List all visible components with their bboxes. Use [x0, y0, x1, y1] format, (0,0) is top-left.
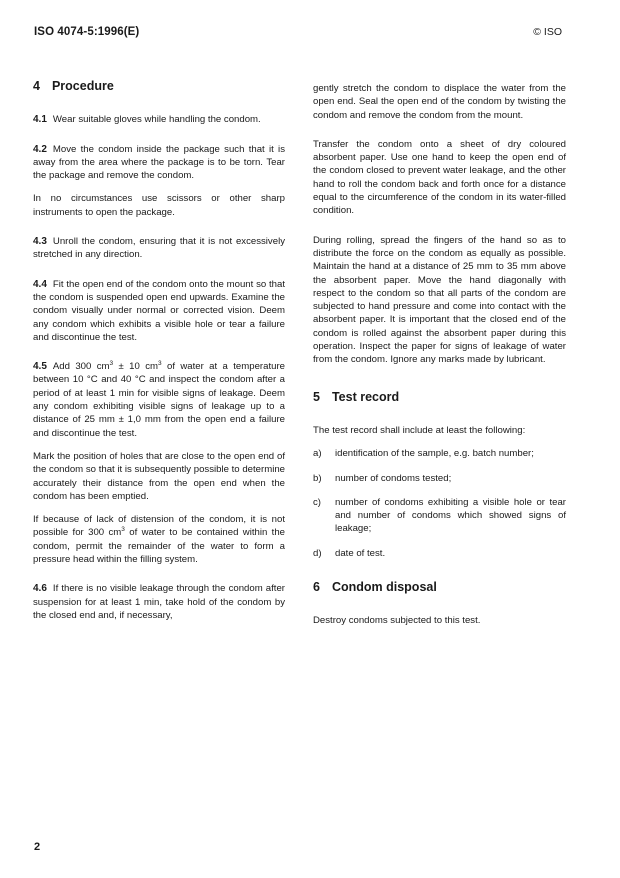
left-column [33, 80, 285, 632]
disposal-text: Destroy condoms subjected to this test. [313, 615, 481, 627]
clause-4-1: 4.1 Wear suitable gloves while handling the condom. [33, 114, 261, 126]
clause-4-6-rolling: During rolling, spread the fingers of the hand so as to distribute the force on the condom as equally as possible. Maintain the hand at a distance of 25 mm to 35 mm above the absorbent paper. Move the hand diagonally with respect to the condom so that all parts of the condom are subjected to hand pressure and come into contact with the absorbent paper. It is important that the closed end of the condom is rolled against the absorbent paper during this operation. Inspect the paper for signs of leakage of water from the condom. Ignore any marks made by lubricant. [313, 234, 566, 366]
clause-4-6-transfer: Transfer the condom onto a sheet of dry coloured absorbent paper. Use one hand to keep the open end of the condom closed to prevent water leakage, and the other hand to roll the condom back and forth once for a distance equal to the circumference of the condom in its water-filled condition. [313, 138, 566, 217]
section-heading-test-record: 5 Test record [313, 389, 400, 404]
section-heading-procedure: 4 Procedure [33, 79, 114, 93]
clause-4-6: 4.6 If there is no visible leakage through the condom after suspension for at least 1 min, take hold of the condom by the closed end and, if necessary, [33, 583, 285, 621]
clause-4-4: 4.4 Fit the open end of the condom onto the mount so that the condom is suspended open end upwards. Examine the condom visually under normal or corrected vision. Deem any condom which exhibits a visible hole or tear a failure and discontinue the test. [33, 278, 285, 343]
clause-4-5-distension: If because of lack of distension of the condom, it is not possible for 300 $cm^3$ of water to be contained within the condom, permit the remainder of the water to form a pressure head within the filling system. [33, 514, 285, 566]
test-record-list [313, 447, 566, 560]
clause-4-5-marking: Mark the position of holes that are close to the open end of the condom so that it is subsequently possible to determine accurately their distance from the open end when the condom has been emptied. [33, 450, 285, 502]
test-record-intro: The test record shall include at least the following: [313, 424, 526, 436]
list-item: c) number of condoms exhibiting a visible hole or tear and number of condoms which showed signs of leakage; [313, 496, 566, 535]
list-item: d) date of test. [313, 547, 386, 559]
clause-4-3: 4.3 Unroll the condom, ensuring that it is not excessively stretched in any direction. [33, 236, 285, 261]
page-number: 2 [34, 841, 41, 853]
clause-4-2: 4.2 Move the condom inside the package such that it is away from the area where the package is to be torn. Tear the package and remove the condom. [33, 143, 285, 182]
list-item: a) identification of the sample, e.g. batch number; [313, 448, 534, 460]
list-item: b) number of condoms tested; [313, 472, 452, 484]
copyright-mark: © ISO [533, 26, 562, 38]
clause-4-6-continued: gently stretch the condom to displace the water from the open end. Seal the open end of the condom by twisting the condom and remove the condom from the mount. [313, 83, 566, 121]
clause-4-2-note: In no circumstances use scissors or other sharp instruments to open the package. [33, 193, 285, 218]
clause-4-5: 4.5 Add 300 $cm^3 \pm 10$ $cm^3$ of water at a temperature between 10 °C and 40 °C and inspect the condom after a period of at least 1 min for visible signs of leakage. Deem any condom exhibiting visible signs of leakage up to a distance of 25 mm ± 1,0 mm from the open end a failure and discontinue the test. [33, 359, 285, 439]
section-heading-condom-disposal: 6 Condom disposal [313, 580, 437, 595]
right-column [313, 82, 566, 638]
standard-reference: ISO 4074-5:1996(E) [34, 26, 140, 38]
